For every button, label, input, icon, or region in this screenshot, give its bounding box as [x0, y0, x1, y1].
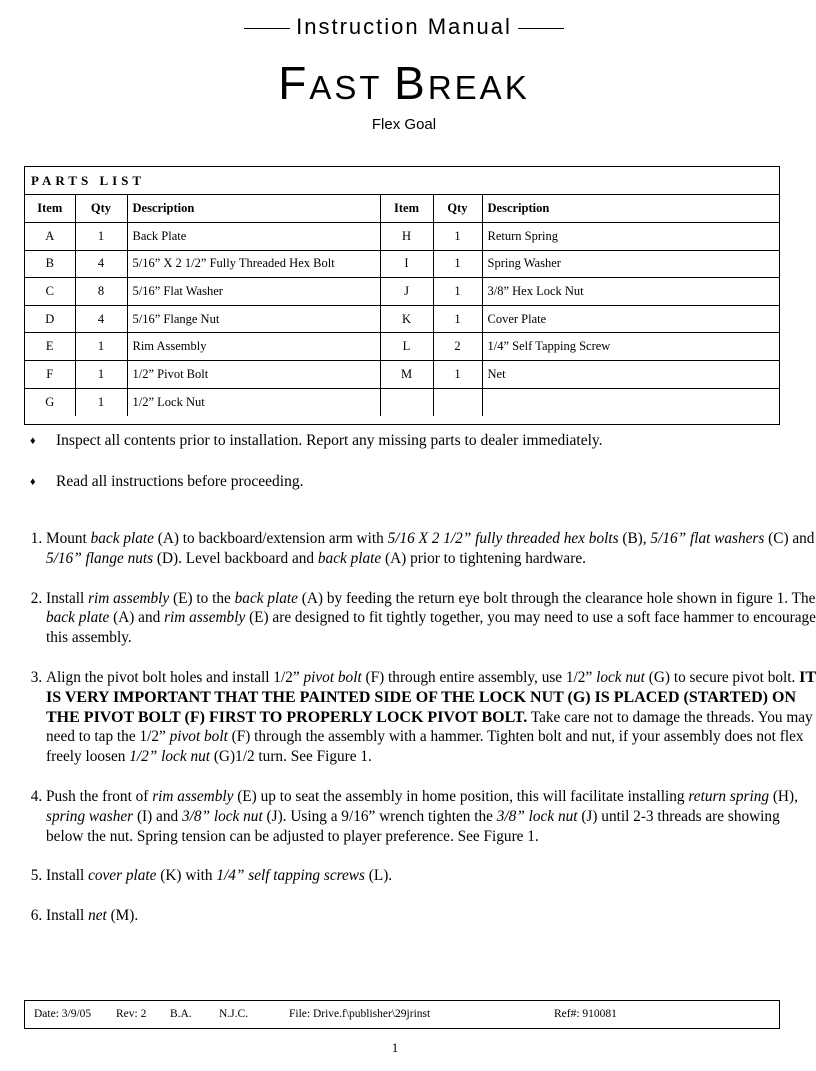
- step-text: (G) to secure pivot bolt.: [644, 668, 800, 686]
- table-cell: 3/8” Hex Lock Nut: [482, 278, 779, 306]
- table-row: [25, 388, 779, 416]
- diamond-bullet-icon: ♦: [30, 435, 36, 447]
- table-cell: C: [25, 278, 75, 306]
- table-cell: D: [25, 305, 75, 333]
- step-text: 5/16 X 2 1/2” fully threaded hex bolts: [387, 530, 619, 547]
- table-cell: 1/2” Pivot Bolt: [127, 361, 380, 389]
- column-header: Item: [380, 195, 433, 223]
- step-text: back plate: [46, 609, 110, 627]
- table-row: [25, 278, 779, 306]
- footer-ba: B.A.: [170, 1008, 192, 1020]
- product-title: [0, 56, 808, 110]
- step-text: lock nut: [596, 668, 645, 686]
- page-number: 1: [391, 1040, 399, 1055]
- table-cell: 1: [433, 305, 482, 333]
- table-row: [25, 305, 779, 333]
- column-header: Qty: [433, 195, 482, 223]
- bullet-item: [30, 432, 603, 450]
- step-text: (B),: [618, 530, 651, 547]
- step-text: (A) prior to tightening hardware.: [381, 549, 586, 567]
- step-text: rim assembly: [152, 787, 234, 805]
- column-header: Item: [25, 195, 75, 223]
- table-cell: Cover Plate: [482, 305, 779, 333]
- table-cell: 1: [75, 333, 127, 361]
- footer-njc: N.J.C.: [219, 1008, 249, 1020]
- step-text: (G)1/2 turn. See Figure 1.: [210, 748, 372, 766]
- table-cell: Return Spring: [482, 223, 779, 251]
- step-text: back plate: [234, 589, 298, 607]
- table-cell: 1/4” Self Tapping Screw: [482, 333, 779, 361]
- table-cell: F: [25, 361, 75, 389]
- table-cell: Net: [482, 361, 779, 389]
- title-initial-f: F: [278, 57, 310, 109]
- step-text: net: [88, 907, 107, 925]
- table-cell: Spring Washer: [482, 250, 779, 278]
- table-cell: 5/16” Flange Nut: [127, 305, 380, 333]
- table-cell: 5/16” X 2 1/2” Fully Threaded Hex Bolt: [127, 250, 380, 278]
- step-text: (F) through entire assembly, use 1/2”: [361, 668, 597, 686]
- step-text: rim assembly: [88, 589, 170, 607]
- step-text: spring washer: [46, 807, 134, 825]
- step-text: (A) by feeding the return eye bolt through the clearance hole shown in figure 1. The: [297, 589, 816, 607]
- step-text: (C) and: [764, 530, 815, 547]
- table-cell: [380, 388, 433, 416]
- title-part-reak: REAK: [427, 69, 530, 106]
- step-text: (A) and: [109, 609, 165, 627]
- instruction-step: [46, 787, 816, 846]
- manual-label: Instruction Manual: [296, 14, 512, 39]
- parts-table-header: [25, 195, 779, 223]
- step-text: (D). Level backboard and: [153, 549, 318, 567]
- step-text: rim assembly: [164, 609, 246, 627]
- instruction-steps: [0, 529, 816, 946]
- manual-header: [0, 14, 808, 40]
- table-row: [25, 223, 779, 251]
- table-row: [25, 333, 779, 361]
- step-text: 1/2” lock nut: [129, 748, 210, 766]
- column-header: Qty: [75, 195, 127, 223]
- instruction-step: [46, 589, 816, 648]
- step-text: back plate: [317, 549, 382, 567]
- step-text: 1/4” self tapping screws: [216, 867, 365, 885]
- bullet-text: Read all instructions before proceeding.: [56, 473, 304, 490]
- table-cell: B: [25, 250, 75, 278]
- table-cell: 1: [433, 278, 482, 306]
- footer-rev: Rev: 2: [116, 1008, 147, 1020]
- table-cell: Rim Assembly: [127, 333, 380, 361]
- table-cell: [433, 388, 482, 416]
- table-cell: 4: [75, 250, 127, 278]
- table-cell: [482, 388, 779, 416]
- step-text: (I) and: [133, 807, 182, 825]
- table-cell: 2: [433, 333, 482, 361]
- table-cell: J: [380, 278, 433, 306]
- step-text: 3/8” lock nut: [496, 807, 578, 825]
- table-cell: 1: [433, 223, 482, 251]
- bullet-text: Inspect all contents prior to installation. Report any missing parts to dealer immediately.: [56, 432, 603, 449]
- step-text: Install: [46, 589, 89, 607]
- step-text: (J) until 2-3 threads are showing below the nut. Spring tension can be adjusted to player preference. See Figure 1.: [46, 807, 780, 845]
- parts-table: [25, 195, 779, 416]
- table-cell: 5/16” Flat Washer: [127, 278, 380, 306]
- step-text: pivot bolt: [169, 728, 228, 746]
- table-cell: I: [380, 250, 433, 278]
- title-part-ast: AST: [309, 69, 395, 106]
- product-subtitle: Flex Goal: [371, 116, 437, 133]
- header-rule-right: [518, 28, 564, 29]
- step-text: (E) up to seat the assembly in home position, this will facilitate installing: [233, 787, 689, 805]
- document-footer: [24, 1000, 780, 1029]
- step-text: back plate: [90, 530, 154, 547]
- step-text: cover plate: [88, 867, 157, 885]
- table-cell: 8: [75, 278, 127, 306]
- title-initial-b: B: [394, 57, 428, 109]
- step-text: 3/8” lock nut: [181, 807, 263, 825]
- footer-ref: Ref#: 910081: [554, 1008, 617, 1020]
- table-cell: K: [380, 305, 433, 333]
- instruction-step: [46, 668, 816, 767]
- table-cell: 1: [75, 388, 127, 416]
- footer-file: File: Drive.f\publisher\29jrinst: [289, 1008, 431, 1020]
- table-cell: E: [25, 333, 75, 361]
- table-cell: H: [380, 223, 433, 251]
- table-row: [25, 361, 779, 389]
- table-row: [25, 250, 779, 278]
- step-text: (J). Using a 9/16” wrench tighten the: [262, 807, 497, 825]
- step-text: return spring: [688, 787, 770, 805]
- step-text: (K) with: [156, 867, 217, 885]
- step-text: IT IS VERY IMPORTANT THAT THE PAINTED SIDE OF THE LOCK NUT (G) IS PLACED (STARTED) ON THE PIVOT BOLT (F) FIRST TO PROPERLY LOCK PIVOT BOLT.: [46, 668, 816, 726]
- footer-date: Date: 3/9/05: [34, 1008, 92, 1020]
- instruction-step: [46, 866, 816, 886]
- parts-list-title: PARTS LIST: [25, 167, 779, 195]
- table-cell: 1: [433, 250, 482, 278]
- diamond-bullet-icon: ♦: [30, 476, 36, 488]
- table-cell: M: [380, 361, 433, 389]
- step-text: pivot bolt: [303, 668, 362, 686]
- parts-list: [24, 166, 780, 425]
- step-text: (M).: [106, 907, 139, 925]
- table-cell: G: [25, 388, 75, 416]
- step-text: (A) to backboard/extension arm with: [153, 530, 388, 547]
- instruction-step: [46, 529, 816, 569]
- table-cell: 1: [75, 361, 127, 389]
- column-header: Description: [127, 195, 380, 223]
- bullet-item: [30, 473, 304, 491]
- step-text: (E) to the: [169, 589, 235, 607]
- step-text: 5/16” flange nuts: [46, 549, 154, 567]
- step-text: (L).: [364, 867, 393, 885]
- step-text: Install: [46, 907, 89, 925]
- step-text: Install: [46, 867, 89, 885]
- table-cell: L: [380, 333, 433, 361]
- table-cell: 1: [433, 361, 482, 389]
- step-text: Mount: [46, 530, 91, 547]
- table-cell: Back Plate: [127, 223, 380, 251]
- step-text: (F) through the assembly with a hammer. Tighten bolt and nut, if your assembly does not flex freely loosen: [46, 728, 804, 766]
- table-cell: 1: [75, 223, 127, 251]
- step-text: (H),: [769, 787, 798, 805]
- column-header: Description: [482, 195, 779, 223]
- table-cell: A: [25, 223, 75, 251]
- step-text: Take care not to damage the threads. You may need to tap the 1/2”: [46, 708, 813, 746]
- table-cell: 4: [75, 305, 127, 333]
- table-cell: 1/2” Lock Nut: [127, 388, 380, 416]
- step-text: Align the pivot bolt holes and install 1/2”: [46, 668, 304, 686]
- instruction-step: [46, 906, 816, 926]
- header-rule-left: [244, 28, 290, 29]
- step-text: 5/16” flat washers: [650, 530, 765, 547]
- step-text: Push the front of: [46, 787, 153, 805]
- step-text: (E) are designed to fit tightly together, you may need to use a soft face hammer to encourage this assembly.: [46, 609, 816, 647]
